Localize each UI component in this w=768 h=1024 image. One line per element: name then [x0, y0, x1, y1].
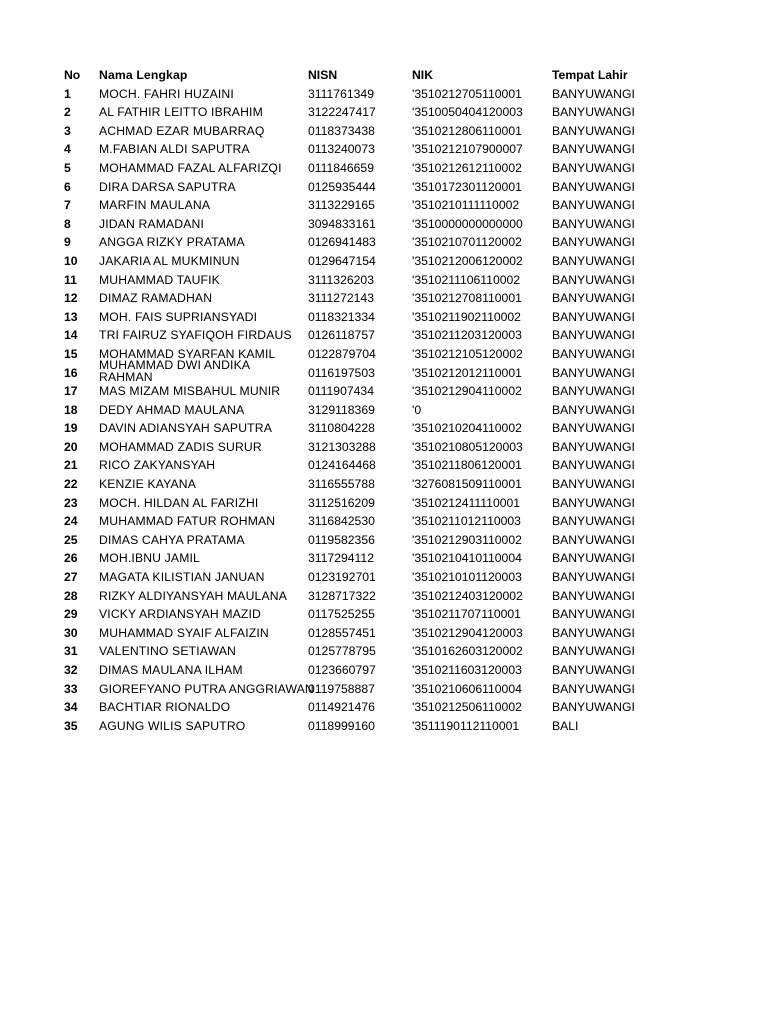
- header-nama-lengkap: Nama Lengkap: [99, 68, 188, 82]
- row-nama-lengkap: MAS MIZAM MISBAHUL MUNIR: [99, 384, 281, 399]
- row-no: 17: [64, 384, 78, 399]
- table-row: [0, 698, 768, 717]
- header-no: No: [64, 68, 81, 82]
- row-nama-lengkap: KENZIE KAYANA: [99, 477, 196, 492]
- row-nama-lengkap: MOH. FAIS SUPRIANSYADI: [99, 309, 258, 324]
- row-nisn: 0128557451: [308, 625, 376, 640]
- row-nama-lengkap: MOHAMMAD FAZAL ALFARIZQI: [99, 160, 282, 175]
- row-nisn: 0117525255: [308, 607, 375, 622]
- row-tempat-lahir: BANYUWANGI: [552, 384, 635, 399]
- row-nama-lengkap: AGUNG WILIS SAPUTRO: [99, 718, 246, 733]
- row-no: 11: [64, 272, 77, 287]
- row-nik: '3510210101120003: [412, 570, 522, 585]
- row-tempat-lahir: BANYUWANGI: [552, 663, 635, 677]
- row-nisn: 0111907434: [308, 384, 374, 399]
- row-no: 18: [64, 402, 78, 417]
- row-nik: '3510211806120001: [412, 458, 522, 473]
- row-nik: '3510211012110003: [412, 514, 521, 529]
- table-row: [0, 233, 768, 252]
- table-row: [0, 587, 768, 606]
- row-nisn: 0114921476: [308, 700, 375, 715]
- row-no: 9: [64, 235, 71, 250]
- row-no: 29: [64, 607, 78, 622]
- row-no: 22: [64, 477, 78, 492]
- row-nik: '3510210111110002: [412, 198, 520, 213]
- row-nisn: 0122879704: [308, 346, 376, 361]
- row-no: 20: [64, 439, 78, 454]
- row-no: 28: [64, 588, 78, 603]
- table-row: [0, 382, 768, 401]
- row-tempat-lahir: BANYUWANGI: [552, 253, 635, 268]
- row-no: 23: [64, 495, 78, 510]
- row-tempat-lahir: BANYUWANGI: [552, 439, 635, 454]
- row-tempat-lahir: BANYUWANGI: [552, 421, 635, 436]
- row-no: 12: [64, 291, 78, 306]
- row-no: 6: [64, 179, 71, 194]
- row-tempat-lahir: BANYUWANGI: [552, 644, 635, 659]
- row-nisn: 3117294112: [308, 551, 374, 566]
- row-nik: '3510212411110001: [412, 495, 521, 510]
- row-nisn: 0126118757: [308, 328, 375, 343]
- row-nik: '3510212806110001: [412, 123, 522, 138]
- row-no: 21: [64, 458, 78, 473]
- row-nisn: 0113240073: [308, 142, 375, 157]
- row-nama-lengkap: MAGATA KILISTIAN JANUAN: [99, 570, 265, 585]
- row-nisn: 0123192701: [308, 570, 376, 585]
- table-row: [0, 456, 768, 475]
- row-nama-lengkap: JIDAN RAMADANI: [99, 216, 205, 231]
- table-row: [0, 252, 768, 271]
- table-row: [0, 326, 768, 345]
- row-tempat-lahir: BANYUWANGI: [552, 625, 635, 640]
- row-tempat-lahir: BANYUWANGI: [552, 328, 635, 343]
- row-nik: '3510000000000000: [412, 216, 523, 231]
- row-no: 5: [64, 160, 71, 175]
- row-nisn: 3129118369: [308, 402, 375, 417]
- row-tempat-lahir: BANYUWANGI: [552, 291, 635, 306]
- row-nama-lengkap: BACHTIAR RIONALDO: [99, 700, 231, 715]
- row-nama-lengkap: MOHAMMAD ZADIS SURUR: [99, 439, 262, 454]
- row-nisn: 3121303288: [308, 439, 376, 454]
- row-nik: '3510210410110004: [412, 551, 522, 566]
- row-no: 1: [64, 86, 71, 101]
- row-nisn: 3112516209: [308, 495, 375, 510]
- row-nik: '3510211902110002: [412, 309, 521, 324]
- row-tempat-lahir: BANYUWANGI: [552, 346, 635, 361]
- row-nik: '3510172301120001: [412, 179, 522, 194]
- table-row: [0, 512, 768, 531]
- table-row: [0, 357, 768, 384]
- row-nama-lengkap: AL FATHIR LEITTO IBRAHIM: [99, 105, 263, 120]
- row-nik: '3510212012110001: [412, 365, 522, 380]
- row-nisn: 3128717322: [308, 588, 376, 603]
- row-nama-lengkap: DIMAS CAHYA PRATAMA: [99, 532, 245, 547]
- row-nama-lengkap: VALENTINO SETIAWAN: [99, 644, 237, 659]
- table-row: [0, 494, 768, 513]
- row-nama-lengkap: MOCH. FAHRI HUZAINI: [99, 86, 234, 101]
- row-nik: '3510162603120002: [412, 644, 523, 659]
- table-row: [0, 196, 768, 215]
- row-nik: '3510210204110002: [412, 421, 522, 436]
- table-row: [0, 140, 768, 159]
- row-nisn: 3111272143: [308, 291, 374, 306]
- row-nama-lengkap: VICKY ARDIANSYAH MAZID: [99, 607, 261, 622]
- row-tempat-lahir: BALI: [552, 718, 579, 733]
- table-row: [0, 103, 768, 122]
- row-nisn: 3094833161: [308, 216, 376, 231]
- row-tempat-lahir: BANYUWANGI: [552, 235, 635, 250]
- row-no: 4: [64, 142, 71, 157]
- row-nik: '3510210606110004: [412, 681, 522, 696]
- row-nisn: 0119758887: [308, 681, 375, 696]
- table-row: [0, 419, 768, 438]
- table-row: [0, 549, 768, 568]
- row-nama-lengkap: MOH.IBNU JAMIL: [99, 551, 200, 566]
- row-tempat-lahir: BANYUWANGI: [552, 216, 635, 231]
- row-tempat-lahir: BANYUWANGI: [552, 700, 635, 715]
- row-nik: '3510212705110001: [412, 86, 522, 101]
- row-nik: '3510212612110002: [412, 160, 522, 175]
- row-nik: '3511190112110001: [412, 718, 520, 733]
- table-row: [0, 271, 768, 290]
- row-nik: '3510211106110002: [412, 272, 521, 287]
- table-row: [0, 178, 768, 197]
- row-nik: '0: [412, 402, 422, 417]
- row-no: 26: [64, 551, 78, 566]
- row-no: 27: [64, 570, 78, 585]
- row-nik: '3510212904110002: [412, 384, 522, 399]
- row-no: 35: [64, 718, 78, 733]
- row-nik: '3510211203120003: [412, 328, 522, 343]
- row-nisn: 3122247417: [308, 105, 376, 120]
- row-tempat-lahir: BANYUWANGI: [552, 402, 635, 417]
- row-nik: '3510210805120003: [412, 439, 523, 454]
- row-nisn: 3111761349: [308, 86, 374, 101]
- row-no: 16: [64, 365, 78, 380]
- table-row: [0, 661, 768, 680]
- row-nisn: 3116842530: [308, 514, 375, 529]
- row-tempat-lahir: BANYUWANGI: [552, 495, 635, 510]
- row-nik: '3510212403120002: [412, 588, 523, 603]
- table-row: [0, 717, 768, 736]
- row-nisn: 0129647154: [308, 253, 376, 268]
- table-row: [0, 680, 768, 699]
- row-tempat-lahir: BANYUWANGI: [552, 514, 635, 529]
- table-row: [0, 531, 768, 550]
- row-no: 14: [64, 328, 78, 343]
- row-no: 33: [64, 681, 78, 696]
- row-nisn: 0118999160: [308, 718, 375, 733]
- row-nisn: 0126941483: [308, 235, 376, 250]
- row-nik: '3510212904120003: [412, 625, 523, 640]
- row-tempat-lahir: BANYUWANGI: [552, 551, 635, 566]
- row-nik: '3510050404120003: [412, 105, 523, 120]
- row-nik: '3510212006120002: [412, 253, 523, 268]
- row-nik: '3510211603120003: [412, 663, 522, 677]
- row-tempat-lahir: BANYUWANGI: [552, 123, 635, 138]
- row-no: 8: [64, 216, 71, 231]
- row-nisn: 3110804228: [308, 421, 375, 436]
- row-tempat-lahir: BANYUWANGI: [552, 309, 635, 324]
- row-tempat-lahir: BANYUWANGI: [552, 179, 635, 194]
- row-no: 7: [64, 198, 71, 213]
- row-nama-lengkap: MUHAMMAD DWI ANDIKA RAHMAN: [99, 357, 250, 384]
- table-row: [0, 308, 768, 327]
- row-no: 31: [64, 644, 78, 659]
- row-nisn: 3111326203: [308, 272, 374, 287]
- row-nama-lengkap: DAVIN ADIANSYAH SAPUTRA: [99, 421, 272, 436]
- row-tempat-lahir: BANYUWANGI: [552, 458, 635, 473]
- row-no: 32: [64, 663, 78, 677]
- row-tempat-lahir: BANYUWANGI: [552, 532, 635, 547]
- row-nisn: 0118321334: [308, 309, 375, 324]
- student-table: [0, 66, 768, 735]
- row-no: 13: [64, 309, 78, 324]
- header-nisn: NISN: [308, 68, 338, 82]
- table-row: [0, 624, 768, 643]
- row-no: 30: [64, 625, 78, 640]
- row-tempat-lahir: BANYUWANGI: [552, 681, 635, 696]
- row-tempat-lahir: BANYUWANGI: [552, 160, 635, 175]
- table-row: [0, 642, 768, 661]
- table-row: [0, 85, 768, 104]
- row-no: 3: [64, 123, 71, 138]
- row-no: 24: [64, 514, 78, 529]
- table-row: [0, 289, 768, 308]
- row-nama-lengkap: DIMAS MAULANA ILHAM: [99, 663, 243, 677]
- row-nama-lengkap: GIOREFYANO PUTRA ANGGRIAWAN: [99, 681, 314, 696]
- row-tempat-lahir: BANYUWANGI: [552, 365, 635, 380]
- row-nisn: 0118373438: [308, 123, 375, 138]
- row-tempat-lahir: BANYUWANGI: [552, 607, 635, 622]
- row-no: 25: [64, 532, 78, 547]
- row-tempat-lahir: BANYUWANGI: [552, 570, 635, 585]
- row-tempat-lahir: BANYUWANGI: [552, 142, 635, 157]
- row-tempat-lahir: BANYUWANGI: [552, 272, 635, 287]
- row-nama-lengkap: DIRA DARSA SAPUTRA: [99, 179, 236, 194]
- row-tempat-lahir: BANYUWANGI: [552, 477, 635, 492]
- row-no: 19: [64, 421, 78, 436]
- row-nama-lengkap: RIZKY ALDIYANSYAH MAULANA: [99, 588, 287, 603]
- row-nik: '3510212107900007: [412, 142, 523, 157]
- table-row: [0, 401, 768, 420]
- row-nisn: 3116555788: [308, 477, 375, 492]
- row-tempat-lahir: BANYUWANGI: [552, 86, 635, 101]
- row-nisn: 0123660797: [308, 663, 376, 677]
- row-nisn: 0116197503: [308, 365, 375, 380]
- row-nama-lengkap: MARFIN MAULANA: [99, 198, 211, 213]
- row-nama-lengkap: MOCH. HILDAN AL FARIZHI: [99, 495, 259, 510]
- row-nama-lengkap: MUHAMMAD SYAIF ALFAIZIN: [99, 625, 269, 640]
- row-tempat-lahir: BANYUWANGI: [552, 198, 635, 213]
- row-nik: '3510212708110001: [412, 291, 522, 306]
- row-no: 34: [64, 700, 78, 715]
- table-row: [0, 605, 768, 624]
- row-nama-lengkap: JAKARIA AL MUKMINUN: [99, 253, 240, 268]
- table-row: [0, 438, 768, 457]
- table-row: [0, 475, 768, 494]
- row-nisn: 0111846659: [308, 160, 374, 175]
- table-row: [0, 159, 768, 178]
- table-row: [0, 122, 768, 141]
- row-nik: '3510212903110002: [412, 532, 522, 547]
- row-nik: '3510211707110001: [412, 607, 521, 622]
- row-nik: '3510212506110002: [412, 700, 522, 715]
- row-nama-lengkap: M.FABIAN ALDI SAPUTRA: [99, 142, 250, 157]
- row-nama-lengkap: MUHAMMAD TAUFIK: [99, 272, 220, 287]
- row-nisn: 0125778795: [308, 644, 376, 659]
- row-nik: '3276081509110001: [412, 477, 522, 492]
- row-nisn: 0125935444: [308, 179, 376, 194]
- row-tempat-lahir: BANYUWANGI: [552, 588, 635, 603]
- row-nama-lengkap: MUHAMMAD FATUR ROHMAN: [99, 514, 276, 529]
- table-header-row: [0, 66, 768, 85]
- row-nisn: 0119582356: [308, 532, 375, 547]
- row-no: 2: [64, 105, 71, 120]
- row-nisn: 3113229165: [308, 198, 375, 213]
- row-nama-lengkap: DIMAZ RAMADHAN: [99, 291, 213, 306]
- row-tempat-lahir: BANYUWANGI: [552, 105, 635, 120]
- row-nama-lengkap: ACHMAD EZAR MUBARRAQ: [99, 123, 265, 138]
- table-row: [0, 568, 768, 587]
- table-row: [0, 215, 768, 234]
- row-nama-lengkap: ANGGA RIZKY PRATAMA: [99, 235, 245, 250]
- header-nik: NIK: [412, 68, 433, 82]
- table-body: [0, 85, 768, 736]
- row-nik: '3510210701120002: [412, 235, 522, 250]
- row-nama-lengkap: MOHAMMAD SYARFAN KAMIL: [99, 346, 276, 361]
- row-nama-lengkap: DEDY AHMAD MAULANA: [99, 402, 245, 417]
- row-no: 15: [64, 346, 78, 361]
- row-nisn: 0124164468: [308, 458, 376, 473]
- row-nama-lengkap: TRI FAIRUZ SYAFIQOH FIRDAUS: [99, 328, 292, 343]
- header-tempat-lahir: Tempat Lahir: [552, 68, 628, 82]
- row-nik: '3510212105120002: [412, 346, 523, 361]
- row-nama-lengkap: RICO ZAKYANSYAH: [99, 458, 216, 473]
- row-no: 10: [64, 253, 78, 268]
